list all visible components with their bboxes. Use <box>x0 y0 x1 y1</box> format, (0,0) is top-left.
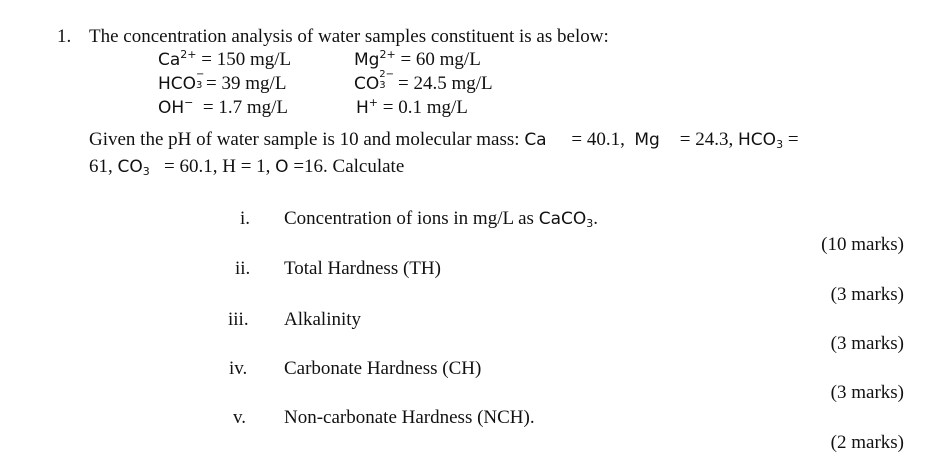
part-label: ii. <box>235 258 251 279</box>
given-line-2: 61, $CO_3 = 60.1$, H = 1, O =16. Calculate <box>89 156 405 178</box>
question-intro: The concentration analysis of water samples constituent is as below: <box>89 26 609 47</box>
part-label: v. <box>233 407 247 428</box>
part-marks: (3 marks) <box>830 284 904 305</box>
constituent-co3: CO 2− 3 = 24.5 mg/L <box>354 69 493 94</box>
constituent-ca: $Ca^{2+} = 150$ mg/L <box>158 48 292 70</box>
constituent-oh: OH− = 1.7 mg/L <box>158 96 289 118</box>
constituent-hco3: HCO − 3 = 39 mg/L <box>158 69 287 94</box>
part-label: i. <box>240 208 251 229</box>
part-text: Carbonate Hardness (CH) <box>284 358 482 379</box>
part-label: iii. <box>228 309 249 330</box>
part-marks: (3 marks) <box>830 333 904 354</box>
question-number: 1. <box>57 26 72 47</box>
constituent-mg: $Mg^{2+} = 60$ mg/L <box>354 48 481 70</box>
part-marks: (3 marks) <box>830 382 904 403</box>
given-line-1: Given the pH of water sample is 10 and molecular mass: Ca = 40.1, Mg = 24.3, $HCO_3$ = <box>89 129 799 151</box>
part-text: Non-carbonate Hardness (NCH). <box>284 407 535 428</box>
part-text: Concentration of ions in mg/L as CaCO$_3$. <box>284 208 598 230</box>
part-text: Alkalinity <box>284 309 362 330</box>
part-marks: (2 marks) <box>830 432 904 453</box>
part-label: iv. <box>229 358 248 379</box>
part-text: Total Hardness (TH) <box>284 258 441 279</box>
constituent-h: H+ = 0.1 mg/L <box>356 96 468 118</box>
part-marks: (10 marks) <box>821 234 904 255</box>
